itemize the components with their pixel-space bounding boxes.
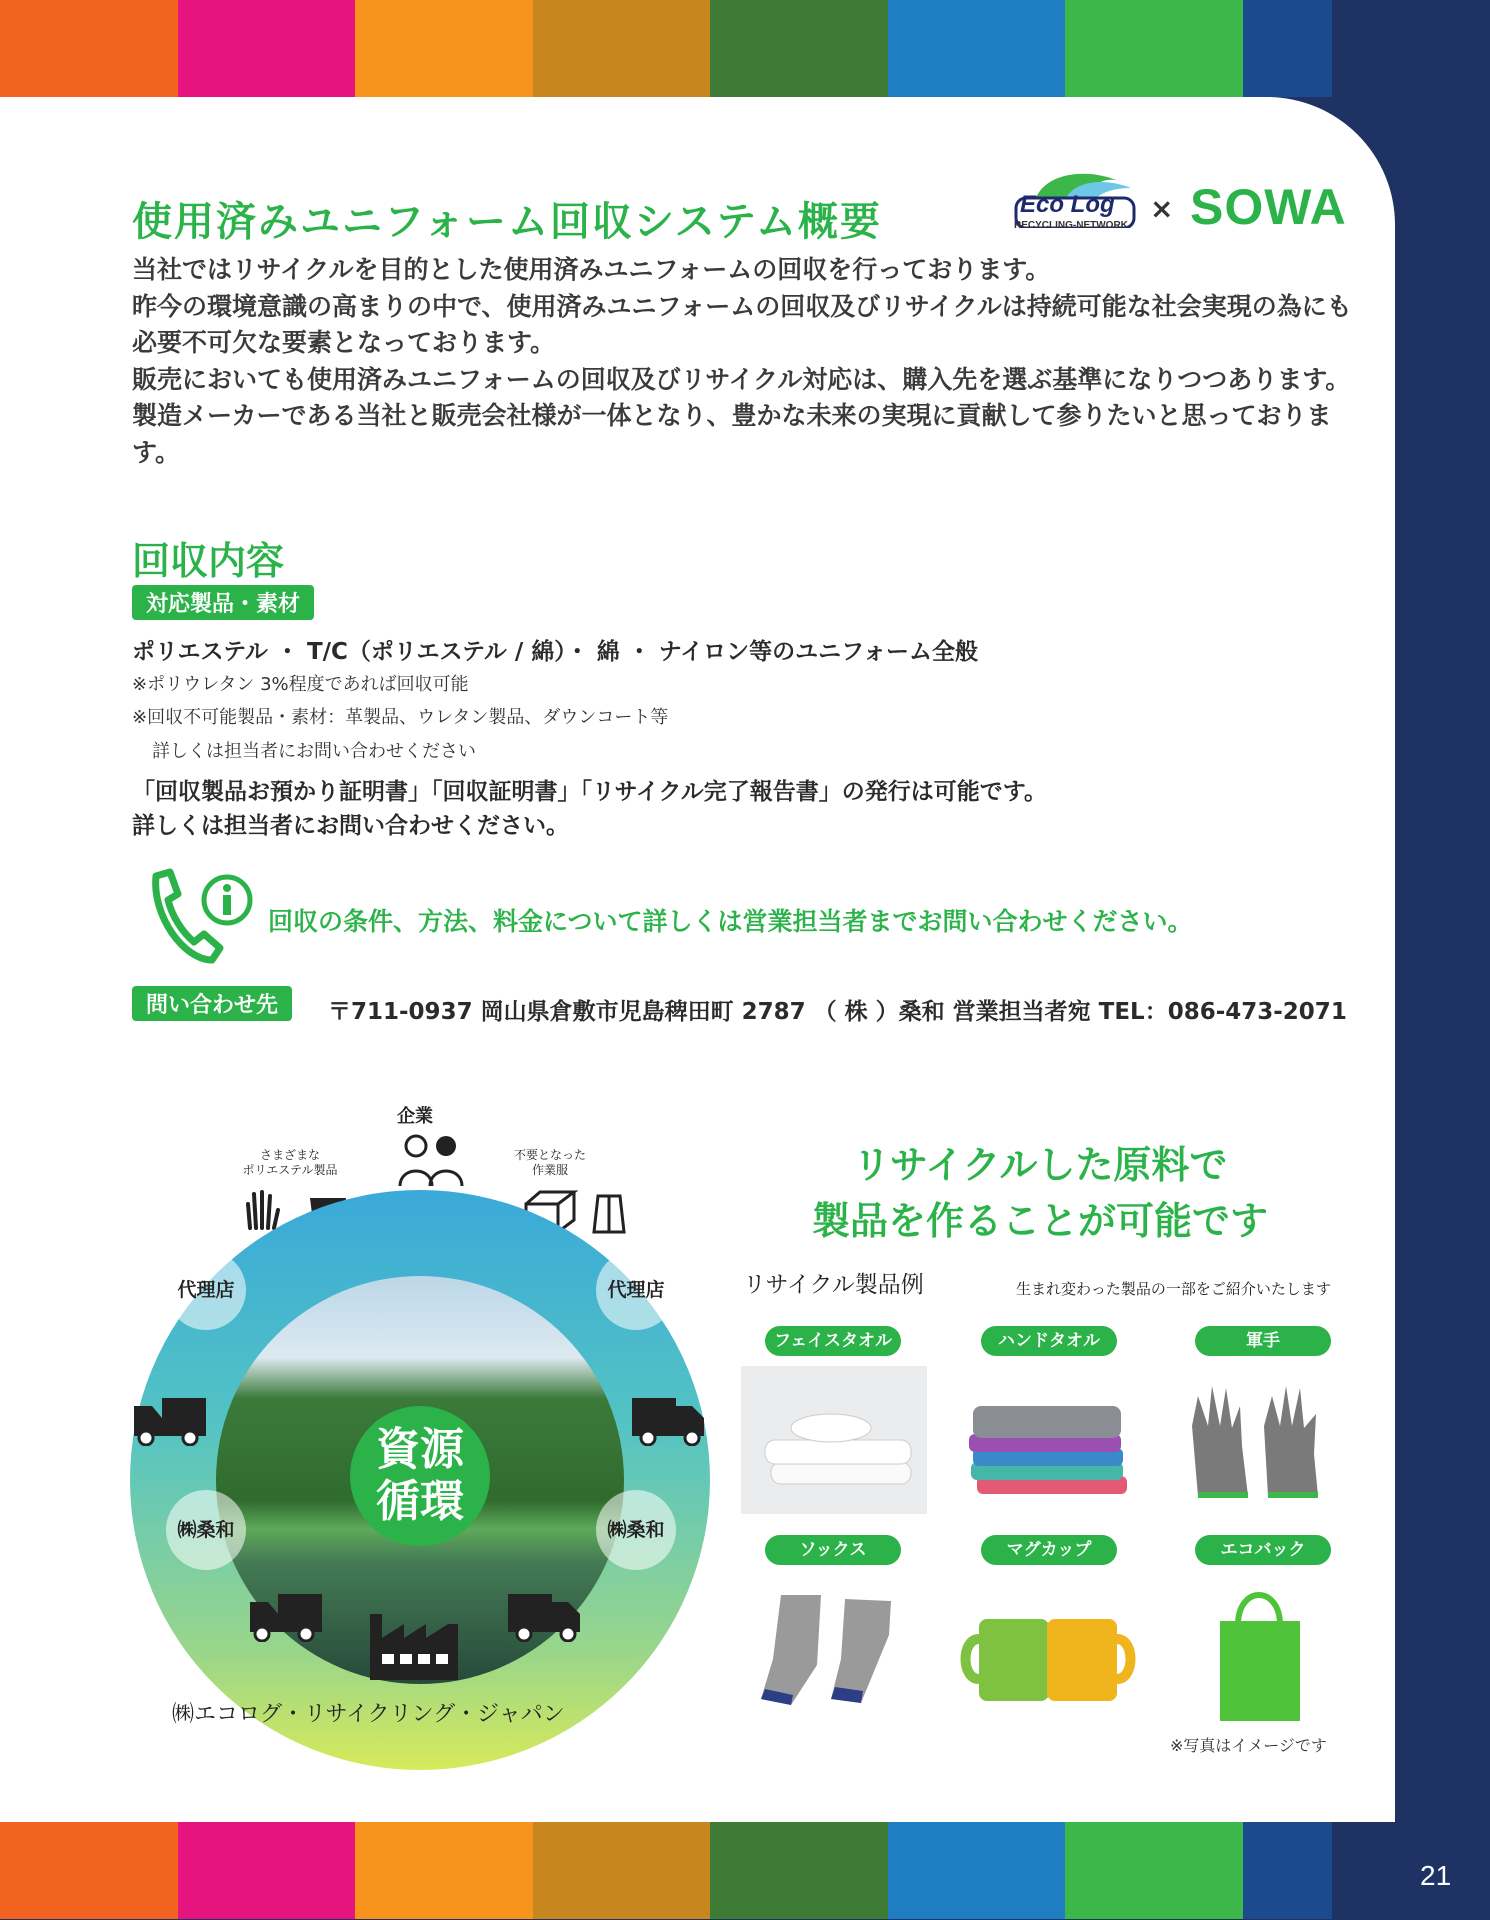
hand-towel-image [955,1366,1141,1514]
stripe-amber [355,1822,533,1919]
gloves-photo-icon [1168,1366,1354,1514]
stripe-orange [0,0,178,97]
examples-title: リサイクル製品例 [743,1272,924,1298]
polyester-products-text: さまざまな ポリエステル製品 [242,1148,338,1177]
face-towel-image [741,1366,927,1514]
products-headline [780,1137,1300,1249]
sowa-logo: SOWA [1190,179,1347,235]
product-tag-socks: ソックス [765,1535,901,1565]
center-text-line2: 循環 [376,1476,464,1527]
company-label: 企業 [397,1106,433,1127]
towel-stack-icon [741,1366,927,1514]
truck-icon-right [630,1396,706,1446]
note-polyurethane: ※ポリウレタン 3%程度であれば回収可能 [132,674,469,695]
eco-bag-photo-icon [1168,1575,1354,1723]
people-icon [396,1132,466,1188]
info-icon [200,873,254,927]
intro-line: 販売においても使用済みユニフォームの回収及びリサイクル対応は、購入先を選ぶ基準になりつつあります。 [132,364,1351,394]
materials-tag: 対応製品・素材 [132,585,314,620]
logo-times-sign: × [1150,192,1174,225]
contact-address: 〒711-0937 岡山県倉敷市児島稗田町 2787 （ 株 ）桑和 営業担当者宛 TEL：086-473-2071 [328,999,1347,1025]
stripe-magenta [178,1822,356,1919]
resource-cycle-badge [350,1406,490,1546]
partner-logos [1000,158,1360,238]
intro-paragraphs [132,252,1372,471]
note-not-collectable: ※回収不可能製品・素材：革製品、ウレタン製品、ダウンコート等 [132,707,669,728]
agent-node-right: 代理店 [596,1250,676,1330]
top-color-stripes [0,0,1490,97]
recycling-cycle-diagram [120,1090,720,1740]
unneeded-workwear-text: 不要となった 作業服 [513,1148,586,1177]
stripe-green [1065,1822,1243,1919]
stripe-orange [0,1822,178,1919]
colored-towels-icon [955,1366,1141,1514]
contact-tag: 問い合わせ先 [132,986,292,1021]
eco-bag-image [1168,1575,1354,1723]
note-contact: 詳しくは担当者にお問い合わせください [152,741,476,762]
product-tag-hand-towel: ハンドタオル [981,1326,1117,1356]
stripe-ochre [533,0,711,97]
page-title: 使用済みユニフォーム回収システム概要 [132,199,882,245]
stripe-ochre [533,1822,711,1919]
collection-heading: 回収内容 [132,539,285,583]
bottom-color-stripes [0,1822,1490,1919]
intro-line: 当社ではリサイクルを目的とした使用済みユニフォームの回収を行っております。 [132,255,1051,284]
ecolog-logo-subtext: RECYCLING-NETWORK [1014,220,1128,231]
contact-message: 回収の条件、方法、料金について詳しくは営業担当者までお問い合わせください。 [268,907,1193,936]
stripe-amber [355,0,533,97]
cert-line: 詳しくは担当者にお問い合わせください。 [132,813,569,839]
center-text-line1: 資源 [376,1424,464,1475]
materials-text: ポリエステル ・ T/C（ポリエステル / 綿）・ 綿 ・ ナイロン等のユニフォーム全般 [132,639,979,665]
ecolog-logo-text: Eco Log [1020,191,1115,218]
examples-subtitle: 生まれ変わった製品の一部をご紹介いたします [1016,1280,1331,1298]
truck-icon-bottom-right [506,1592,582,1642]
product-tag-mug: マグカップ [981,1535,1117,1565]
stripe-blue [888,0,1066,97]
cert-line: 「回収製品お預かり証明書」「回収証明書」「リサイクル完了報告書」の発行は可能です。 [132,779,1047,805]
truck-icon-bottom-left [248,1592,324,1642]
unneeded-workwear-label [490,1148,610,1178]
workwear-icon [592,1194,626,1234]
stripe-blue [888,1822,1066,1919]
ecolog-company-label: ㈱エコログ・リサイクリング・ジャパン [172,1702,565,1727]
mugs-photo-icon [955,1575,1141,1723]
stripe-darkgreen [710,1822,888,1919]
stripe-magenta [178,0,356,97]
truck-icon-left [132,1396,208,1446]
factory-icon [368,1608,460,1682]
agent-node-left: 代理店 [166,1250,246,1330]
polyester-products-label [220,1148,360,1178]
intro-line: 昨今の環境意識の高まりの中で、使用済みユニフォームの回収及びリサイクルは持続可能な社会実現の為にも必要不可欠な要素となっております。 [132,291,1352,357]
socks-image [741,1575,927,1723]
headline-line1: リサイクルした原料で [852,1143,1228,1187]
sowa-node-right: ㈱桑和 [596,1490,676,1570]
headline-line2: 製品を作ることが可能です [811,1199,1268,1243]
mug-image [955,1575,1141,1723]
stripe-darkgreen [710,0,888,97]
work-gloves-image [1168,1366,1354,1514]
product-tag-face-towel: フェイスタオル [765,1326,901,1356]
socks-photo-icon [741,1575,927,1723]
photo-disclaimer: ※写真はイメージです [1170,1736,1327,1755]
sowa-node-left: ㈱桑和 [166,1490,246,1570]
stripe-green [1065,0,1243,97]
intro-line: 製造メーカーである当社と販売会社様が一体となり、豊かな未来の実現に貢献して参りたいと思っております。 [132,401,1332,467]
product-tag-eco-bag: エコバック [1195,1535,1331,1565]
page-number: 21 [1420,1860,1452,1891]
product-tag-work-gloves: 軍手 [1195,1326,1331,1356]
certificate-info [132,775,1047,843]
